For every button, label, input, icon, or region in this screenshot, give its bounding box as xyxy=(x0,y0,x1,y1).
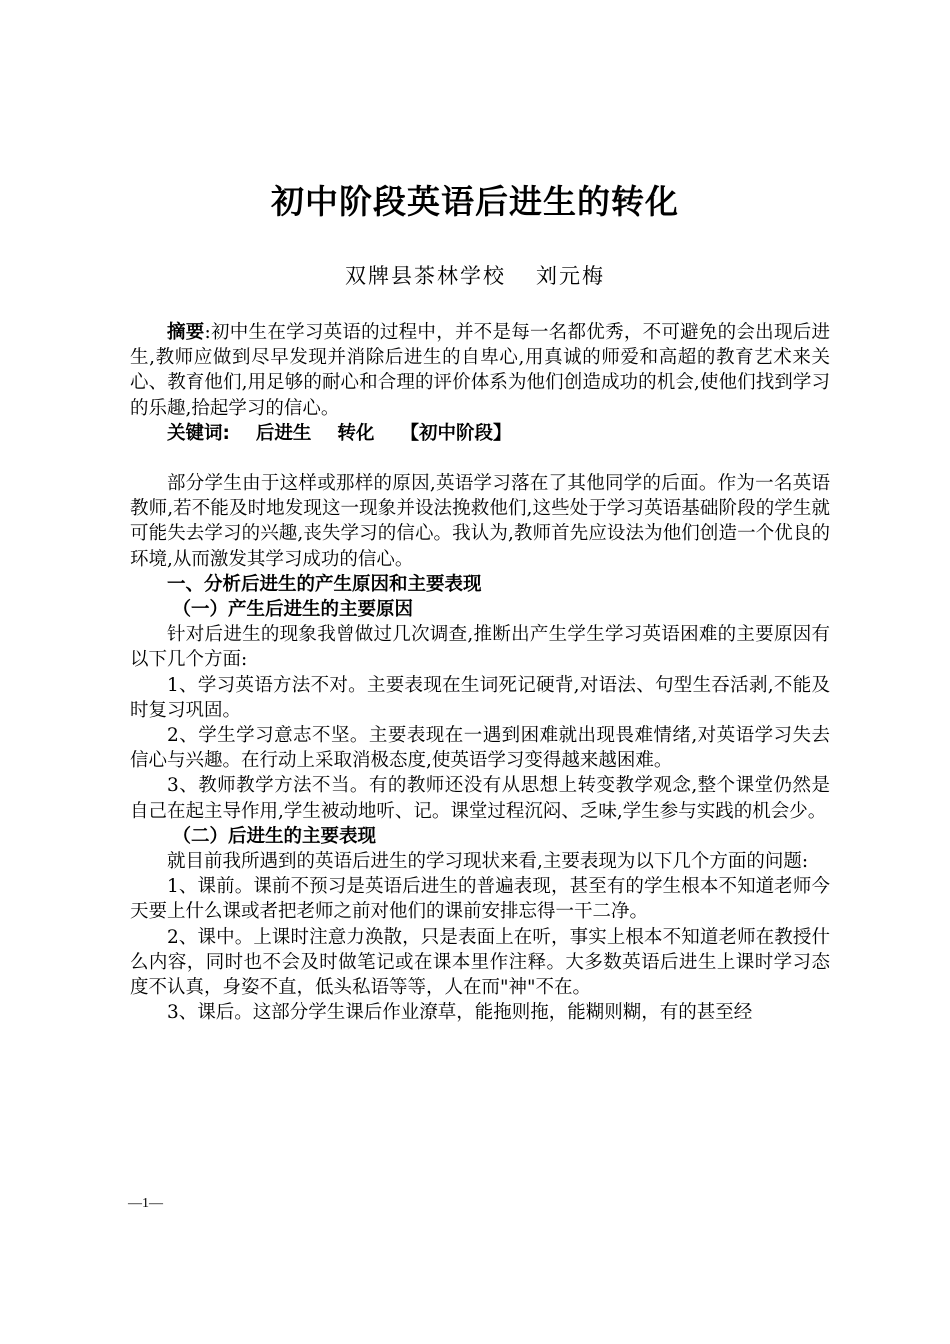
item-text: 主要表现在一遇到困难就出现畏难情绪,对英语学习失去信心与兴趣。在行动上采取消极态度,使英语学习变得越来越困难。 xyxy=(130,725,830,772)
list-item xyxy=(130,874,830,924)
item-text: 这部分学生课后作业潦草，能拖则拖，能糊则糊，有的甚至经 xyxy=(252,1002,753,1024)
item-label: 3、课后。 xyxy=(167,1002,253,1024)
item-label: 1、课前。 xyxy=(167,876,254,898)
item-label: 1、学习英语方法不对。 xyxy=(167,674,367,696)
item-text: 上课时注意力涣散，只是表面上在听，事实上根本不知道老师在教授什么内容，同时也不会及时做笔记或在课本里作注释。大多数英语后进生上课时学习态度不认真，身姿不直，低头私语等等，人在而"神"不在。 xyxy=(130,926,830,999)
paragraph: 就目前我所遇到的英语后进生的学习现状来看,主要表现为以下几个方面的问题: xyxy=(167,851,809,873)
document-body xyxy=(130,320,830,1025)
item-text: 有的教师还没有从思想上转变教学观念,整个课堂仍然是自己在起主导作用,学生被动地听、记。课堂过程沉闷、乏味,学生参与实践的机会少。 xyxy=(130,775,830,822)
subsection-heading: （一）产生后进生的主要原因 xyxy=(172,599,414,621)
keyword-1: 后进生 xyxy=(255,422,312,444)
page-number: —1— xyxy=(128,1196,163,1211)
abstract-text: :初中生在学习英语的过程中，并不是每一名都优秀，不可避免的会出现后进生,教师应做到尽早发现并消除后进生的自卑心,用真诚的师爱和高超的教育艺术来关心、教育他们,用足够的耐心和合理的评价体系为他们创造成功的机会,使他们找到学习的乐趣,拾起学习的信心。 xyxy=(130,322,830,419)
list-item xyxy=(130,925,830,1001)
item-label: 2、学生学习意志不坚。 xyxy=(167,725,369,747)
list-item xyxy=(130,673,830,723)
paragraph: 针对后进生的现象我曾做过几次调查,推断出产生学生学习英语困难的主要原因有以下几个方面: xyxy=(130,624,830,671)
item-text: 主要表现在生词死记硬背,对语法、句型生吞活剥,不能及时复习巩固。 xyxy=(130,674,830,721)
author-school: 双牌县茶林学校 xyxy=(345,264,506,288)
author-name: 刘元梅 xyxy=(536,264,605,288)
item-text: 课前不预习是英语后进生的普遍表现，甚至有的学生根本不知道老师今天要上什么课或者把老师之前对他们的课前安排忘得一干二净。 xyxy=(130,876,830,923)
list-item xyxy=(130,1000,830,1025)
keyword-2: 转化 xyxy=(337,422,375,444)
keywords-label: 关键词: xyxy=(167,422,230,444)
keywords xyxy=(130,421,830,446)
author-line xyxy=(0,260,950,290)
subsection-heading: （二）后进生的主要表现 xyxy=(172,825,377,847)
list-item xyxy=(130,723,830,773)
document-title: 初中阶段英语后进生的转化 xyxy=(271,182,679,221)
item-label: 3、教师教学方法不当。 xyxy=(167,775,369,797)
abstract-label: 摘要 xyxy=(167,322,205,343)
item-label: 2、课中。 xyxy=(167,926,254,948)
list-item xyxy=(130,773,830,823)
abstract xyxy=(130,320,830,421)
keyword-3: 【初中阶段】 xyxy=(400,422,512,444)
section-heading: 一、分析后进生的产生原因和主要表现 xyxy=(167,573,482,595)
intro-paragraph: 部分学生由于这样或那样的原因,英语学习落在了其他同学的后面。作为一名英语教师,若不能及时地发现这一现象并设法挽救他们,这些处于学习英语基础阶段的学生就可能失去学习的兴趣,丧失学习的信心。我认为,教师首先应设法为他们创造一个优良的环境,从而激发其学习成功的信心。 xyxy=(130,473,830,570)
